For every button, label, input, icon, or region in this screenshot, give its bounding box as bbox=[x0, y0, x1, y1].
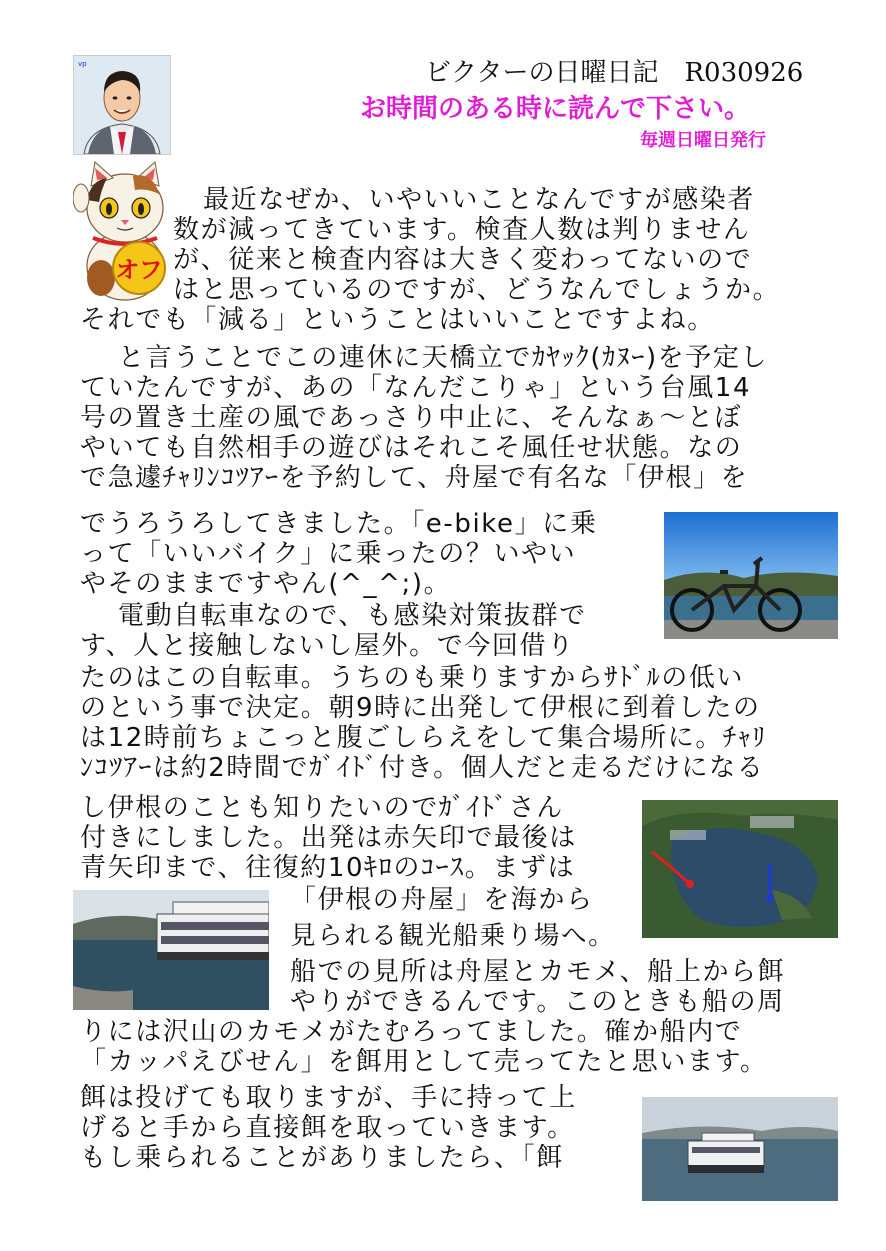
map-screenshot bbox=[642, 800, 838, 938]
body-line: のという事で決定。朝9時に出発して伊根に到着したの bbox=[80, 693, 761, 723]
publication-frequency: 毎週日曜日発行 bbox=[640, 130, 766, 151]
body-line: やりができるんです。このときも船の周 bbox=[290, 987, 785, 1017]
body-line: 船での見所は舟屋とカモメ、船上から餌 bbox=[290, 957, 786, 987]
svg-text:vp: vp bbox=[78, 60, 87, 68]
body-line: 「カッパえびせん」を餌用として売ってたと思います。 bbox=[80, 1047, 768, 1077]
diary-title: ビクターの日曜日記 R030926 bbox=[425, 58, 804, 88]
body-line: 見られる観光船乗り場へ。 bbox=[290, 921, 616, 951]
sightseeing-boat-photo-2 bbox=[642, 1097, 838, 1201]
body-line: と言うことでこの連休に天橋立でｶﾔｯｸ(ｶﾇｰ)を予定し bbox=[118, 343, 769, 373]
body-line: げると手から直接餌を取っていきます。 bbox=[80, 1113, 575, 1143]
cat-coin-label: オフ bbox=[115, 256, 163, 284]
maneki-neko-illustration bbox=[73, 158, 178, 303]
body-line: が、従来と検査内容は大きく変わってないので bbox=[173, 245, 753, 275]
body-line: ていたんですが、あの「なんだこりゃ」という台風14 bbox=[80, 373, 752, 403]
body-line: りには沢山のカモメがたむろってました。確か船内で bbox=[80, 1017, 743, 1047]
sightseeing-boat-photo bbox=[73, 890, 269, 1010]
body-line: は12時前ちょこっと腹ごしらえをして集合場所に。ﾁｬﾘ bbox=[80, 723, 767, 753]
body-line: す、人と接触しないし屋外。で今回借り bbox=[80, 631, 575, 661]
body-line: って「いいバイク」に乗ったの？いやい bbox=[80, 539, 577, 569]
body-line: やいても自然相手の遊びはそれこそ風任せ状態。なの bbox=[80, 433, 743, 463]
body-line: 青矢印まで、往復約10ｷﾛのｺｰｽ。まずは bbox=[80, 853, 576, 883]
body-line: で急遽ﾁｬﾘﾝｺﾂｱｰを予約して、舟屋で有名な「伊根」を bbox=[80, 463, 749, 493]
body-line: もし乗られることがありましたら、「餌 bbox=[80, 1143, 564, 1173]
body-line: 最近なぜか、いやいいことなんですが感染者 bbox=[203, 185, 756, 215]
body-line: ﾝｺﾂｱｰは約2時間でｶﾞｲﾄﾞ付き。個人だと走るだけになる bbox=[80, 753, 765, 783]
body-line: し伊根のことも知りたいのでｶﾞｲﾄﾞさん bbox=[80, 793, 564, 823]
body-line: 電動自転車なので、も感染対策抜群で bbox=[118, 601, 587, 631]
body-line: やそのままですやん(^_^;)。 bbox=[80, 569, 452, 599]
body-line: 数が減ってきています。検査人数は判りません bbox=[173, 215, 751, 245]
body-line: たのはこの自転車。うちのも乗りますからｻﾄﾞﾙの低い bbox=[80, 663, 745, 693]
body-line: 号の置き土産の風であっさり中止に、そんなぁ～とぼ bbox=[80, 403, 743, 433]
body-line: はと思っているのですが、どうなんでしょうか。 bbox=[173, 275, 781, 305]
body-line: それでも「減る」ということはいいことですよね。 bbox=[80, 305, 715, 335]
portrait-illustration bbox=[73, 55, 171, 155]
body-line: 付きにしました。出発は赤矢印で最後は bbox=[80, 823, 577, 853]
body-line: でうろうろしてきました。「e-bike」に乗 bbox=[80, 509, 598, 539]
diary-subtitle: お時間のある時に読んで下さい。 bbox=[360, 94, 751, 124]
body-line: 餌は投げても取りますが、手に持って上 bbox=[80, 1083, 577, 1113]
bicycle-photo bbox=[664, 512, 838, 639]
body-line: 「伊根の舟屋」を海から bbox=[290, 885, 594, 915]
